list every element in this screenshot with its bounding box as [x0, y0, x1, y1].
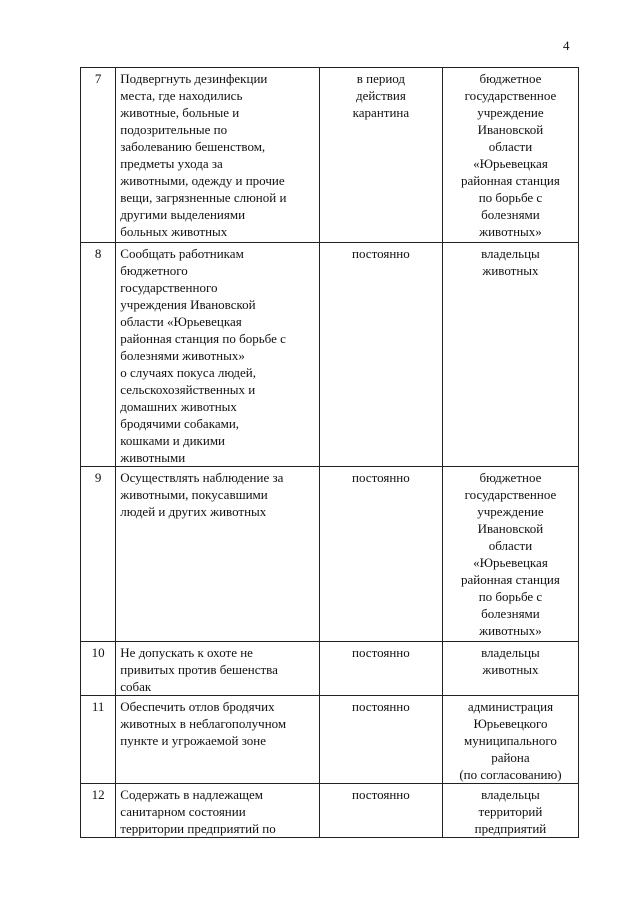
- measure-text: Подвергнуть дезинфекции места, где находились животные, больные и подозрительные по заболеванию бешенством, предметы ухода за животными, одежду и прочие вещи, загрязненные слюной и другими выделениями больных животных: [116, 68, 320, 243]
- measure-text: Обеспечить отлов бродячих животных в неблагополучном пункте и угрожаемой зоне: [116, 696, 320, 784]
- measure-responsible: бюджетное государственное учреждение Ивановской области «Юрьевецкая районная станция по борьбе с болезнями животных»: [442, 467, 578, 642]
- row-number: 7: [81, 68, 116, 243]
- measure-responsible: владельцы животных: [442, 642, 578, 696]
- measure-term: постоянно: [319, 243, 442, 467]
- table-row: [81, 243, 579, 467]
- table-row: [81, 696, 579, 784]
- measure-term: в период действия карантина: [319, 68, 442, 243]
- measure-term: постоянно: [319, 467, 442, 642]
- row-number: 10: [81, 642, 116, 696]
- measure-text: Содержать в надлежащем санитарном состоянии территории предприятий по: [116, 784, 320, 838]
- row-number: 9: [81, 467, 116, 642]
- row-number: 11: [81, 696, 116, 784]
- row-number: 8: [81, 243, 116, 467]
- measure-term: постоянно: [319, 784, 442, 838]
- table-row: [81, 642, 579, 696]
- table-row: [81, 467, 579, 642]
- measures-table: [80, 67, 579, 838]
- measure-responsible: владельцы животных: [442, 243, 578, 467]
- measure-responsible: администрация Юрьевецкого муниципального района (по согласованию): [442, 696, 578, 784]
- measure-text: Осуществлять наблюдение за животными, покусавшими людей и других животных: [116, 467, 320, 642]
- measure-term: постоянно: [319, 696, 442, 784]
- measure-text: Сообщать работникам бюджетного государственного учреждения Ивановской области «Юрьевецкая районная станция по борьбе с болезнями животных» о случаях покуса людей, сельскохозяйственных и домашних животных бродячими собаками, кошками и дикими животными: [116, 243, 320, 467]
- page-number: 4: [563, 38, 570, 53]
- table-row: [81, 68, 579, 243]
- row-number: 12: [81, 784, 116, 838]
- measure-term: постоянно: [319, 642, 442, 696]
- measure-responsible: бюджетное государственное учреждение Ивановской области «Юрьевецкая районная станция по борьбе с болезнями животных»: [442, 68, 578, 243]
- measure-responsible: владельцы территорий предприятий: [442, 784, 578, 838]
- table-row: [81, 784, 579, 838]
- measure-text: Не допускать к охоте не привитых против бешенства собак: [116, 642, 320, 696]
